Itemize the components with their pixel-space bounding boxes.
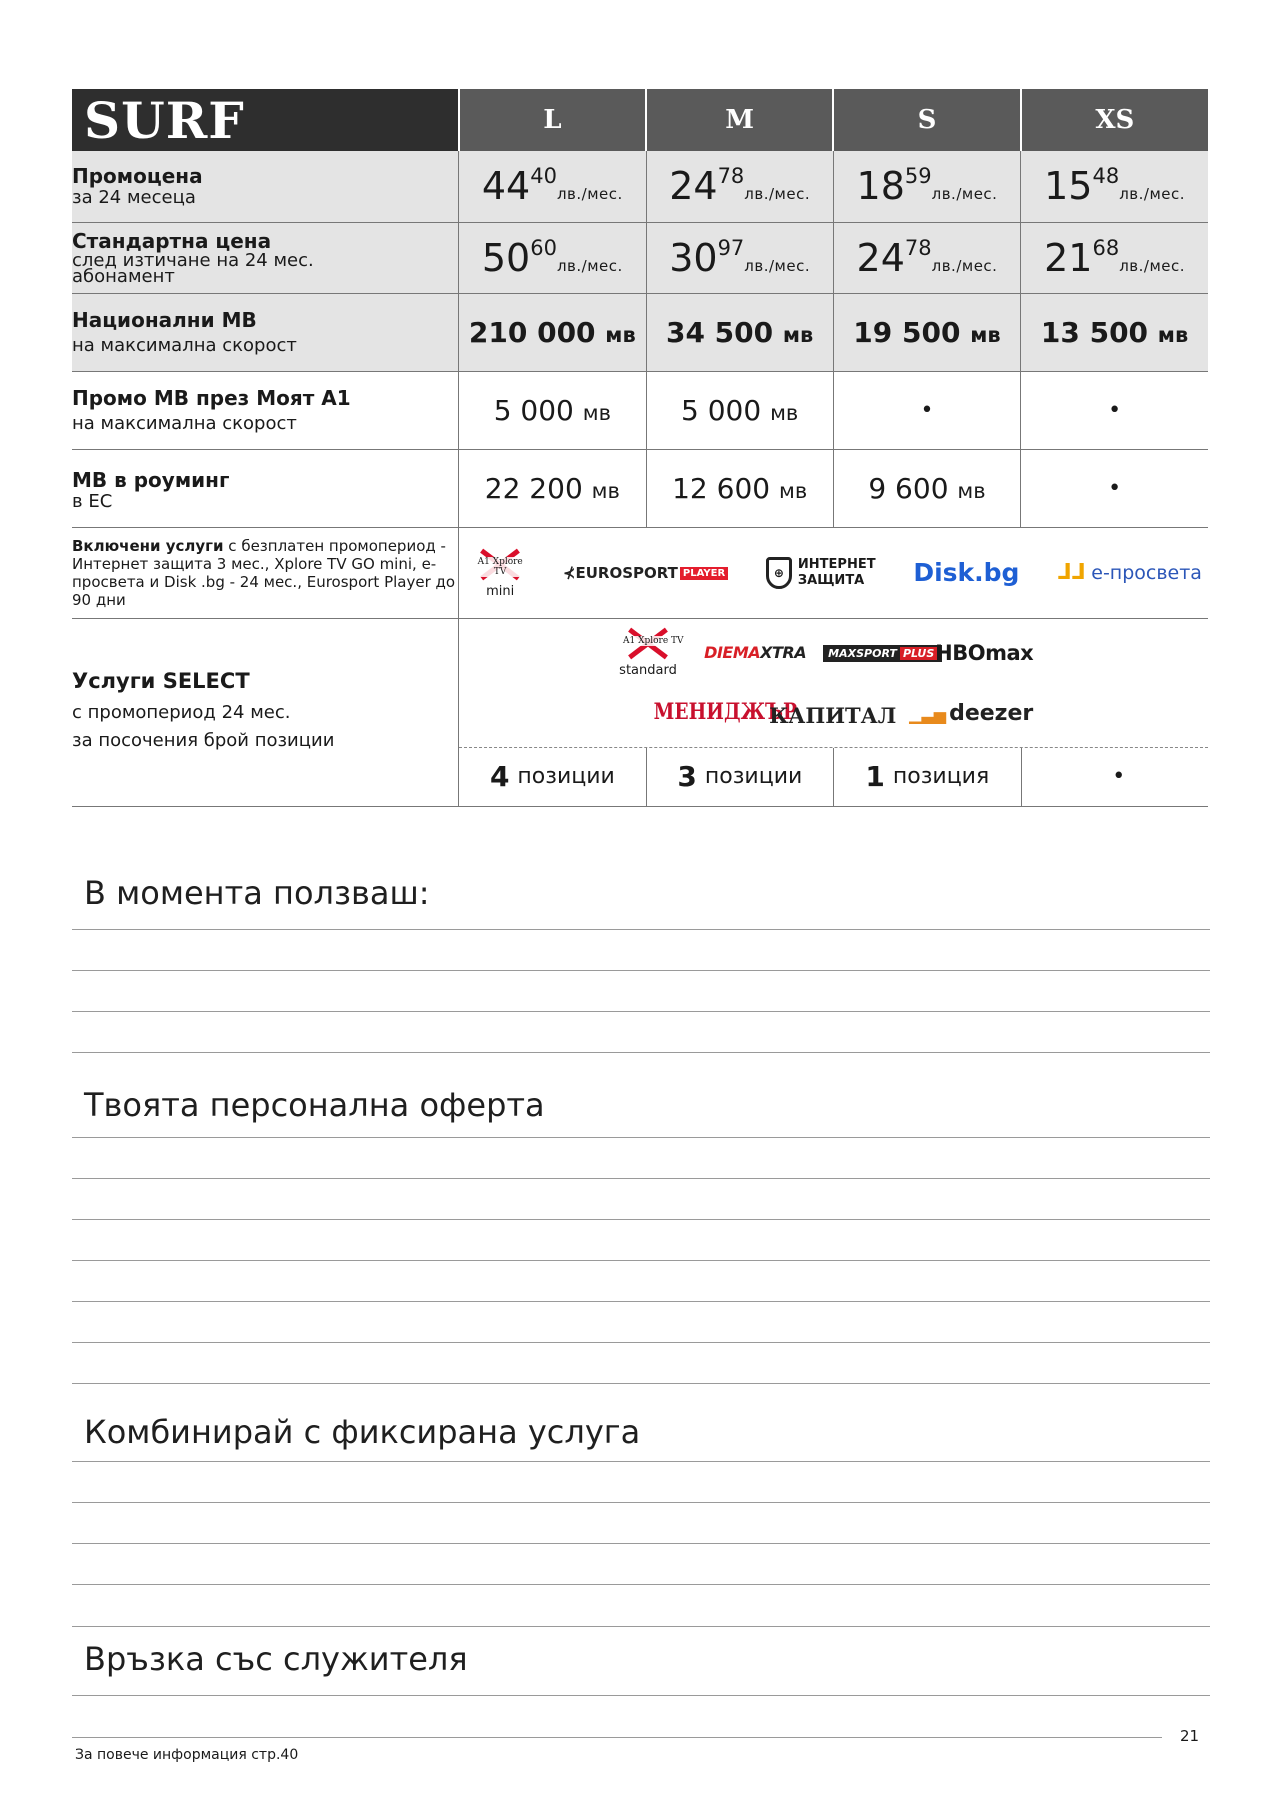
write-line: [72, 970, 1210, 971]
write-line: [72, 1137, 1210, 1138]
deezer-logo: ▁▃▅ deezer: [909, 700, 1034, 726]
internet-protection-logo: ⊕ ИНТЕРНЕТ ЗАЩИТА: [766, 557, 876, 589]
write-line: [72, 929, 1210, 930]
write-line: [72, 1584, 1210, 1585]
price-value: $50^{60}лв$./мес.: [481, 235, 623, 280]
select-services-row: [72, 618, 1208, 806]
write-line: [72, 1052, 1210, 1053]
write-line: [72, 1543, 1210, 1544]
mb-value: 12 600 мв: [672, 471, 808, 505]
write-line: [72, 1260, 1210, 1261]
select-positions: [459, 748, 1208, 806]
write-line: [72, 1502, 1210, 1503]
write-line: [72, 1011, 1210, 1012]
price-value: $24^{78}лв$./мес.: [669, 164, 811, 209]
not-included-dot: •: [1108, 475, 1122, 501]
not-included-dot: •: [1108, 397, 1122, 423]
write-line: [72, 1178, 1210, 1179]
section-offer-heading: Твоята персонална оферта: [84, 1086, 545, 1124]
shield-globe-icon: ⊕: [766, 557, 792, 589]
positions-m: 3 позиции: [646, 748, 833, 806]
roaming-row: [72, 449, 1208, 527]
write-line: [72, 1383, 1210, 1384]
standard-price-sub2: абонамент: [72, 266, 175, 287]
positions-xs: •: [1021, 748, 1208, 806]
select-title: Услуги SELECT: [72, 668, 250, 693]
price-value: $30^{97}лв$./мес.: [669, 235, 811, 280]
write-line: [72, 1626, 1210, 1627]
roaming-sub: в ЕС: [72, 491, 113, 512]
promo-price-row: [72, 151, 1208, 222]
write-line: [72, 1461, 1210, 1462]
write-line: [72, 1219, 1210, 1220]
promo-mb-title: Промо МВ през Моят А1: [72, 386, 351, 410]
included-logos: [459, 529, 1208, 617]
national-mb-sub: на максимална скорост: [72, 335, 297, 356]
eprosveta-logo: ⅃⅃ e-просвета: [1057, 560, 1202, 585]
mb-value: 22 200 мв: [484, 471, 620, 505]
eurosport-player-logo: ⊀EUROSPORT PLAYER: [563, 564, 728, 582]
footer-line: [72, 1737, 1162, 1738]
mb-value: 13 500 мв: [1040, 315, 1189, 349]
menidzhar-logo: МЕНИДЖЪР: [653, 698, 798, 725]
select-sub1: с промопериод 24 мес.: [72, 701, 291, 723]
standard-price-row: [72, 222, 1208, 293]
page-number: 21: [1180, 1727, 1200, 1745]
standard-price-title: Стандартна цена: [72, 229, 272, 253]
brand-title: SURF: [72, 89, 459, 151]
plan-header-l: L: [459, 89, 646, 151]
promo-price-sub: за 24 месеца: [72, 187, 196, 209]
plan-header-m: M: [646, 89, 833, 151]
roaming-title: МВ в роуминг: [72, 468, 230, 492]
mb-value: 5 000 мв: [493, 393, 611, 427]
national-mb-title: Национални МВ: [72, 308, 257, 332]
positions-l: 4 позиции: [489, 760, 615, 793]
table-header: [72, 89, 1208, 151]
price-value: $21^{68}лв$./мес.: [1044, 235, 1186, 280]
section-current-heading: В момента ползваш:: [84, 874, 430, 912]
positions-s: 1 позиция: [833, 748, 1020, 806]
price-value: $18^{59}лв$./мес.: [856, 164, 998, 209]
footer-note: За повече информация стр.40: [75, 1747, 299, 1763]
promo-mb-row: [72, 371, 1208, 449]
write-line: [72, 1695, 1210, 1696]
plan-header-xs: XS: [1021, 89, 1208, 151]
max-sport-plus-logo: MAXSPORT PLUS: [823, 645, 942, 662]
section-contact-heading: Връзка със служителя: [84, 1640, 468, 1678]
promo-mb-sub: на максимална скорост: [72, 413, 297, 434]
price-value: $44^{40}лв$./мес.: [481, 164, 623, 209]
kapital-logo: КАПИТАЛ: [769, 702, 897, 728]
mb-value: 210 000 мв: [468, 315, 636, 349]
promo-price-title: Промоцена: [72, 164, 203, 189]
xplore-standard-logo: A1 Xplore TV standard: [619, 625, 677, 678]
included-title: Включени услуги: [72, 536, 224, 555]
mb-value: 34 500 мв: [665, 315, 814, 349]
price-value: $15^{48}лв$./мес.: [1044, 164, 1186, 209]
hbo-max-logo: HBOmax: [935, 640, 1034, 665]
included-text: с безплатен промопериод - Интернет защита 3 мес., Xplore TV GO mini, е-просвета и Disk .bg - 24 мес., Eurosport Player до 90 дни: [72, 536, 456, 609]
write-line: [72, 1301, 1210, 1302]
select-logos: [459, 619, 1208, 748]
write-line: [72, 1342, 1210, 1343]
mb-value: 19 500 мв: [853, 315, 1001, 349]
national-mb-row: [72, 293, 1208, 371]
xplore-mini-logo: A1 Xplore TV mini: [475, 546, 525, 599]
disk-bg-logo: Disk.bg: [913, 558, 1020, 587]
section-combine-heading: Комбинирай с фиксирана услуга: [84, 1413, 641, 1451]
equalizer-icon: ▁▃▅: [909, 704, 947, 724]
mb-value: 5 000 мв: [681, 393, 799, 427]
book-icon: ⅃⅃: [1057, 560, 1086, 585]
not-included-dot: •: [920, 397, 934, 423]
mb-value: 9 600 мв: [868, 471, 986, 505]
plans-table: [72, 89, 1208, 807]
select-sub2: за посочения брой позиции: [72, 729, 335, 751]
diema-xtra-logo: DIEMAXTRA: [704, 642, 807, 662]
standard-price-sub1: след изтичане на 24 мес.: [72, 250, 314, 271]
plan-header-s: S: [833, 89, 1020, 151]
price-value: $24^{78}лв$./мес.: [856, 235, 998, 280]
included-services-row: [72, 527, 1208, 618]
